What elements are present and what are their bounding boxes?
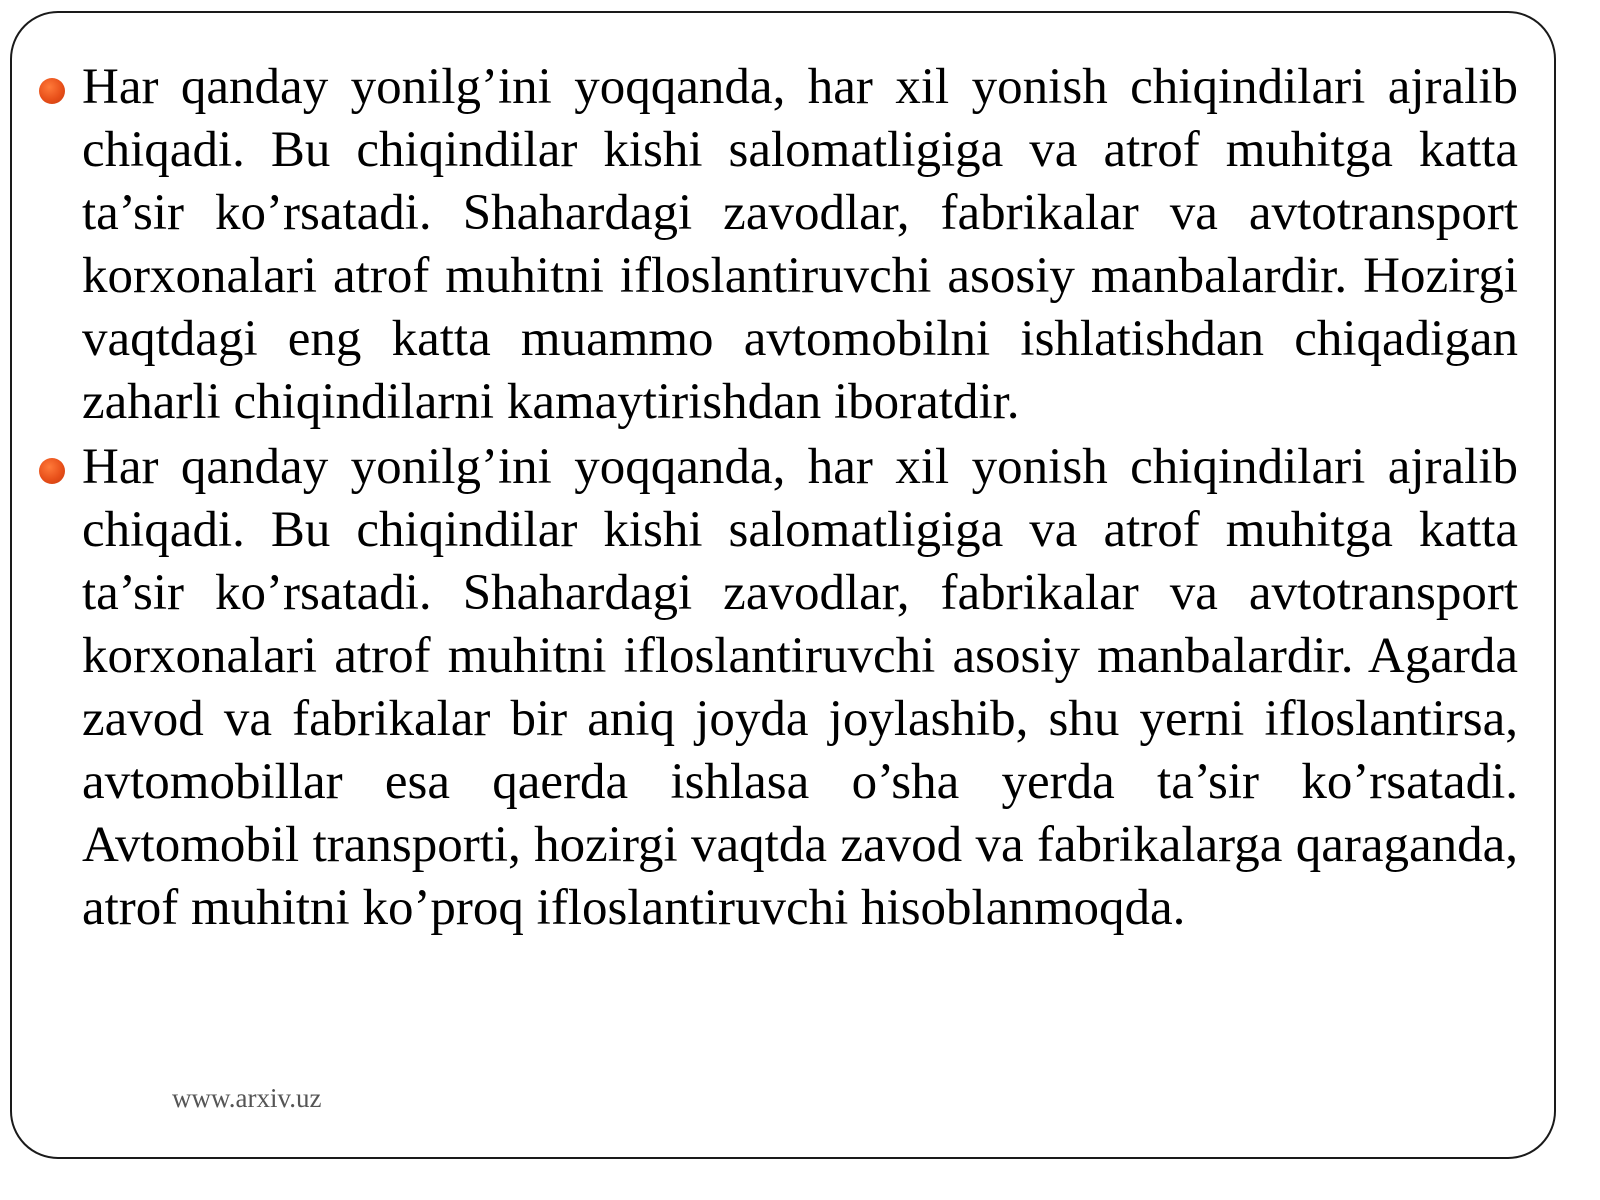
footer-url: www.arxiv.uz xyxy=(172,1083,322,1113)
bullet-text: Har qanday yonilg’ini yoqqanda, har xil yonish chiqindilari ajralib chiqadi. Bu chiqindilar kishi salomatligiga va atrof muhitga katta ta’sir ko’rsatadi. Shahardagi zavodlar, fabrikalar va avtotransport korxonalari atrof muhitni ifloslantiruvchi asosiy manbalardir. Agarda zavod va fabrikalar bir aniq joyda joylashib, shu yerni ifloslantirsa, avtomobillar esa qaerda ishlasa o’sha yerda ta’sir ko’rsatadi. Avtomobil transporti, hozirgi vaqtda zavod va fabrikalarga qaraganda, atrof muhitni ko’proq ifloslantiruvchi hisoblanmoqda. xyxy=(82,439,1518,936)
bullet-dot-icon xyxy=(39,458,65,484)
slide-content xyxy=(12,56,1554,942)
slide-frame xyxy=(10,11,1556,1159)
bullet-item-1 xyxy=(12,56,1554,434)
bullet-text: Har qanday yonilg’ini yoqqanda, har xil yonish chiqindilari ajralib chiqadi. Bu chiqindilar kishi salomatligiga va atrof muhitga katta ta’sir ko’rsatadi. Shahardagi zavodlar, fabrikalar va avtotransport korxonalari atrof muhitni ifloslantiruvchi asosiy manbalardir. Hozirgi vaqtdagi eng katta muammo avtomobilni ishlatishdan chiqadigan zaharli chiqindilarni kamaytirishdan iboratdir. xyxy=(82,59,1518,430)
bullet-dot-icon xyxy=(39,78,65,104)
bullet-item-2 xyxy=(12,436,1554,940)
